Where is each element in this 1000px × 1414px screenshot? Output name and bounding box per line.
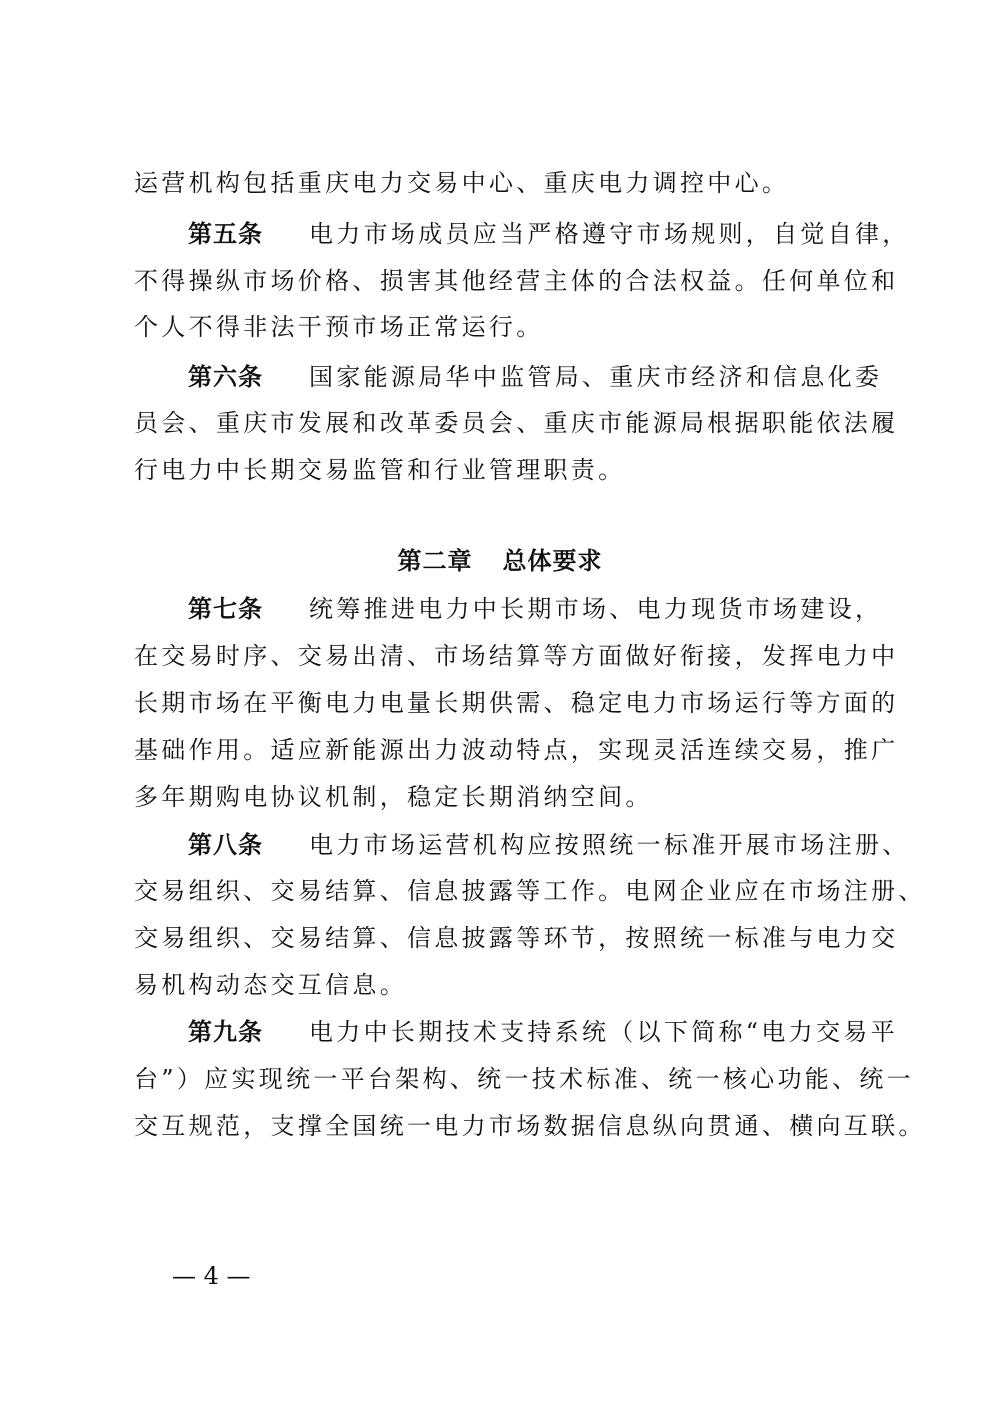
paragraph-text: 电力市场成员应当严格遵守市场规则，自觉自律， [309,220,910,248]
article-8-first-line [188,825,910,865]
paragraph-line: 在交易时序、交易出清、市场结算等方面做好衔接，发挥电力中 [134,642,899,670]
chapter-heading [0,541,1000,581]
article-7-label: 第七条 [188,595,263,623]
article-6-first-line [188,357,883,397]
paragraph-line: 运营机构包括重庆电力交易中心、重庆电力调控中心。 [134,169,790,197]
paragraph-text: 统筹推进电力中长期市场、电力现货市场建设， [309,595,883,623]
paragraph-line: 行电力中长期交易监管和行业管理职责。 [134,456,626,484]
paragraph-text: 电力中长期技术支持系统（以下简称“电力交易平 [309,1018,898,1046]
paragraph-text: 国家能源局华中监管局、重庆市经济和信息化委 [309,363,883,391]
page-number: — 4 — [172,1262,251,1290]
paragraph-line: 不得操纵市场价格、损害其他经营主体的合法权益。任何单位和 [134,267,899,295]
paragraph-line: 个人不得非法干预市场正常运行。 [134,313,544,341]
paragraph-line: 台”）应实现统一平台架构、统一技术标准、统一核心功能、统一 [134,1065,914,1093]
paragraph-line: 交易组织、交易结算、信息披露等环节，按照统一标准与电力交 [134,924,899,952]
chapter-title: 总体要求 [502,547,603,575]
paragraph-line: 长期市场在平衡电力电量长期供需、稳定电力市场运行等方面的 [134,689,899,717]
article-8-label: 第八条 [188,831,263,859]
paragraph-line: 多年期购电协议机制，稳定长期消纳空间。 [134,783,653,811]
paragraph-line: 交互规范，支撑全国统一电力市场数据信息纵向贯通、横向互联。 [134,1112,926,1140]
paragraph-line: 交易组织、交易结算、信息披露等工作。电网企业应在市场注册、 [134,877,926,905]
article-9-first-line [188,1012,898,1052]
paragraph-line: 员会、重庆市发展和改革委员会、重庆市能源局根据职能依法履 [134,409,899,437]
paragraph-line: 易机构动态交互信息。 [134,971,407,999]
article-5-first-line [188,214,910,254]
article-9-label: 第九条 [188,1018,263,1046]
paragraph-line: 基础作用。适应新能源出力波动特点，实现灵活连续交易，推广 [134,736,899,764]
article-6-label: 第六条 [188,363,263,391]
paragraph-text: 电力市场运营机构应按照统一标准开展市场注册、 [309,831,910,859]
article-7-first-line [188,589,883,629]
chapter-number: 第二章 [397,547,473,575]
article-5-label: 第五条 [188,220,263,248]
